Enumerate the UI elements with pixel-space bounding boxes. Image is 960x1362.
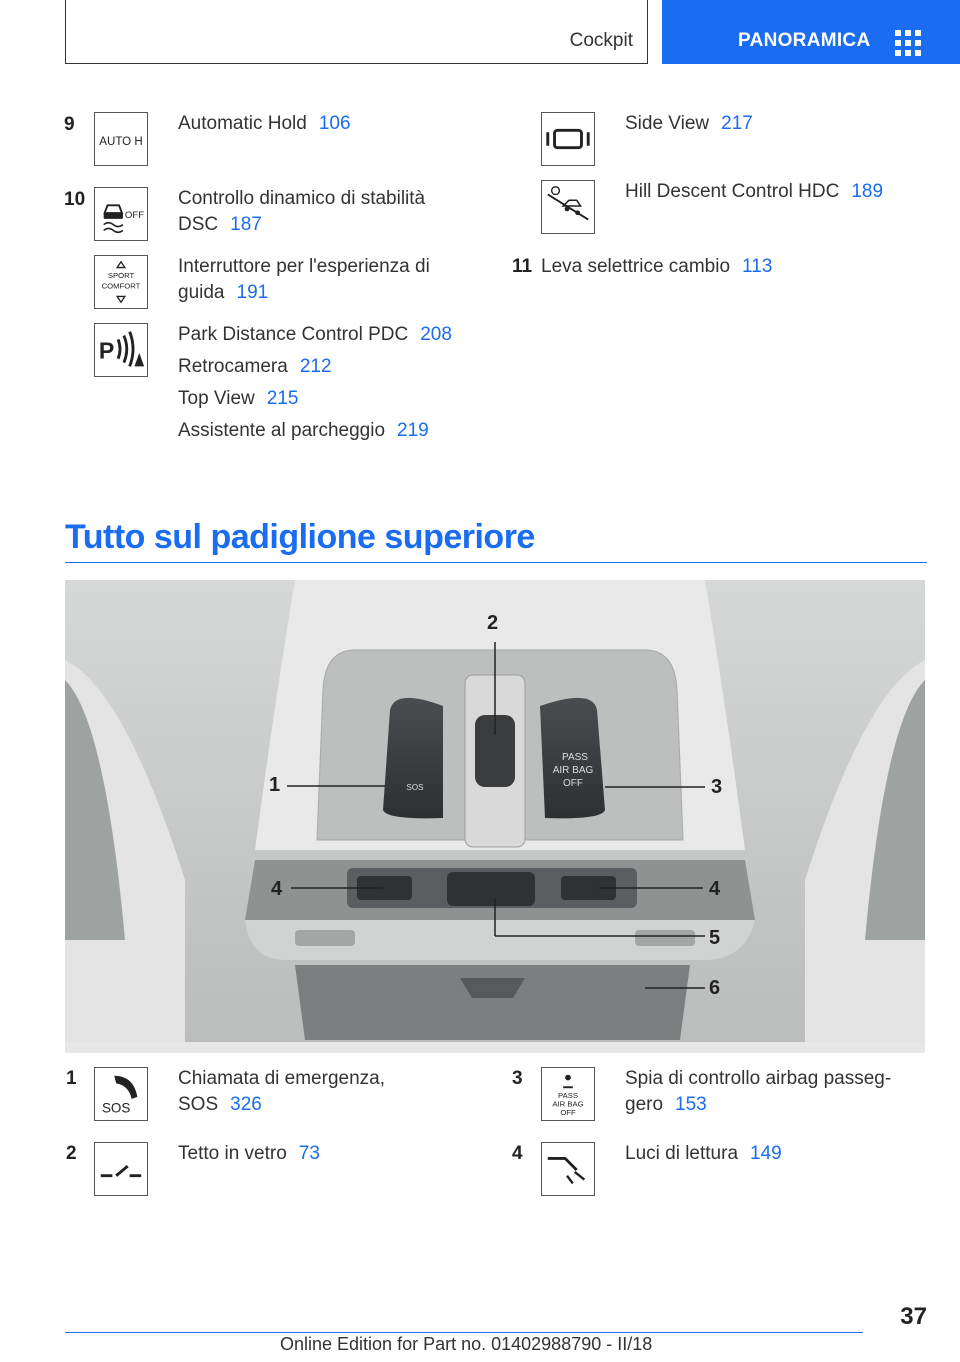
item-airbag-indicator [625,1066,891,1118]
page-link[interactable]: 149 [750,1143,782,1164]
item-drive-experience [178,254,430,306]
item-text: Luci di lettura [625,1143,739,1164]
page-link[interactable]: 326 [230,1094,262,1115]
callout-2: 2 [487,612,499,634]
sos-icon [94,1067,148,1121]
item-text-line2: SOS [178,1094,219,1115]
callout-5: 5 [709,927,721,949]
auto-hold-icon [94,112,148,166]
item-hdc [625,179,883,205]
retro-entry-text: Retrocamera [178,356,288,377]
page-link[interactable]: 73 [298,1143,320,1164]
footer-edition: Online Edition for Part no. 01402988790 - II/18 [280,1334,653,1354]
page-link[interactable]: 113 [742,256,773,277]
pass-label-2: AIR BAG [552,765,594,776]
pass-label-1: PASS [562,752,588,763]
pdc-entry-text: Park Distance Control PDC [178,324,409,345]
item-text: Leva selettrice cambio [541,256,731,277]
overhead-console-illustration [65,580,925,1053]
callout-4-right: 4 [709,878,721,900]
item-emergency-call [178,1066,385,1118]
header-tab-panoramica[interactable] [662,0,960,64]
comfort-label: COMFORT [101,281,141,291]
item-glass-roof [178,1141,320,1167]
header-section-title: Cockpit [569,30,633,51]
page-link[interactable]: 153 [675,1094,707,1115]
item-text-line1: Controllo dinamico di stabilità [178,188,426,209]
dsc-off-icon [94,187,148,241]
item-dsc [178,186,425,238]
page-link[interactable]: 217 [721,113,753,134]
item-text-line1: Spia di controllo airbag passeg- [625,1068,892,1089]
callout-3: 3 [711,776,723,798]
pass-icon-label-3: OFF [560,1108,576,1118]
item-number: 9 [64,114,75,135]
item-gear-selector [541,254,772,280]
item-text: Hill Descent Control HDC [625,181,840,202]
callout-1: 1 [269,774,281,796]
page-link[interactable]: 208 [420,324,452,345]
item-number: 10 [64,189,86,210]
sport-label: SPORT [107,271,135,281]
pass-label-3: OFF [563,778,583,789]
parking-assist-entry-text: Assistente al parcheggio [178,420,386,441]
item-text-line2: guida [178,282,225,303]
park-distance-icon [94,323,148,377]
page-link[interactable]: 106 [318,113,351,134]
reading-light-icon [541,1142,595,1196]
page-link[interactable]: 191 [236,282,269,303]
item-text-line1: Chiamata di emergenza, [178,1068,385,1089]
side-view-icon [541,112,595,166]
item-text-line2: DSC [178,214,219,235]
item-number: 3 [512,1068,523,1089]
glass-roof-icon [94,1142,148,1196]
item-pdc-group [178,322,452,444]
page-link[interactable]: 187 [230,214,262,235]
passenger-airbag-icon [541,1067,595,1121]
item-text: Tetto in vetro [178,1143,287,1164]
item-text: Automatic Hold [178,113,307,134]
sos-icon-label: SOS [101,1100,131,1116]
item-text-line1: Interruttore per l'esperienza di [178,256,430,277]
header-tab-label: PANORAMICA [738,30,871,51]
park-icon-letter: P [98,337,115,364]
item-number: 2 [66,1143,77,1164]
item-number: 1 [66,1068,77,1089]
page-link[interactable]: 189 [851,181,884,202]
item-side-view [625,111,753,137]
section-divider [65,562,927,563]
item-text-line2: gero [625,1094,664,1115]
item-reading-lights [625,1141,782,1167]
item-text: Side View [625,113,710,134]
item-number: 4 [512,1143,523,1164]
sport-comfort-icon [94,255,148,309]
grid-menu-icon[interactable] [895,30,921,52]
pass-icon-label-2: AIR BAG [552,1099,584,1109]
item-automatic-hold [178,111,351,137]
dsc-off-icon-label: OFF [124,209,145,221]
section-title: Tutto sul padiglione superiore [65,518,535,556]
header-section-box [65,0,648,64]
page-number: 37 [900,1303,927,1330]
page-link[interactable]: 219 [397,420,429,441]
callout-4-left: 4 [271,878,283,900]
item-number: 11 [512,256,533,277]
sos-button-label: SOS [406,783,424,792]
page-link[interactable]: 212 [299,356,332,377]
callout-6: 6 [709,977,721,999]
hill-descent-icon [541,180,595,234]
page-link[interactable]: 215 [266,388,299,409]
footer-divider [65,1332,863,1333]
pass-icon-label-1: PASS [558,1090,578,1100]
auto-hold-icon-label: AUTO H [99,135,143,148]
topview-entry-text: Top View [178,388,255,409]
